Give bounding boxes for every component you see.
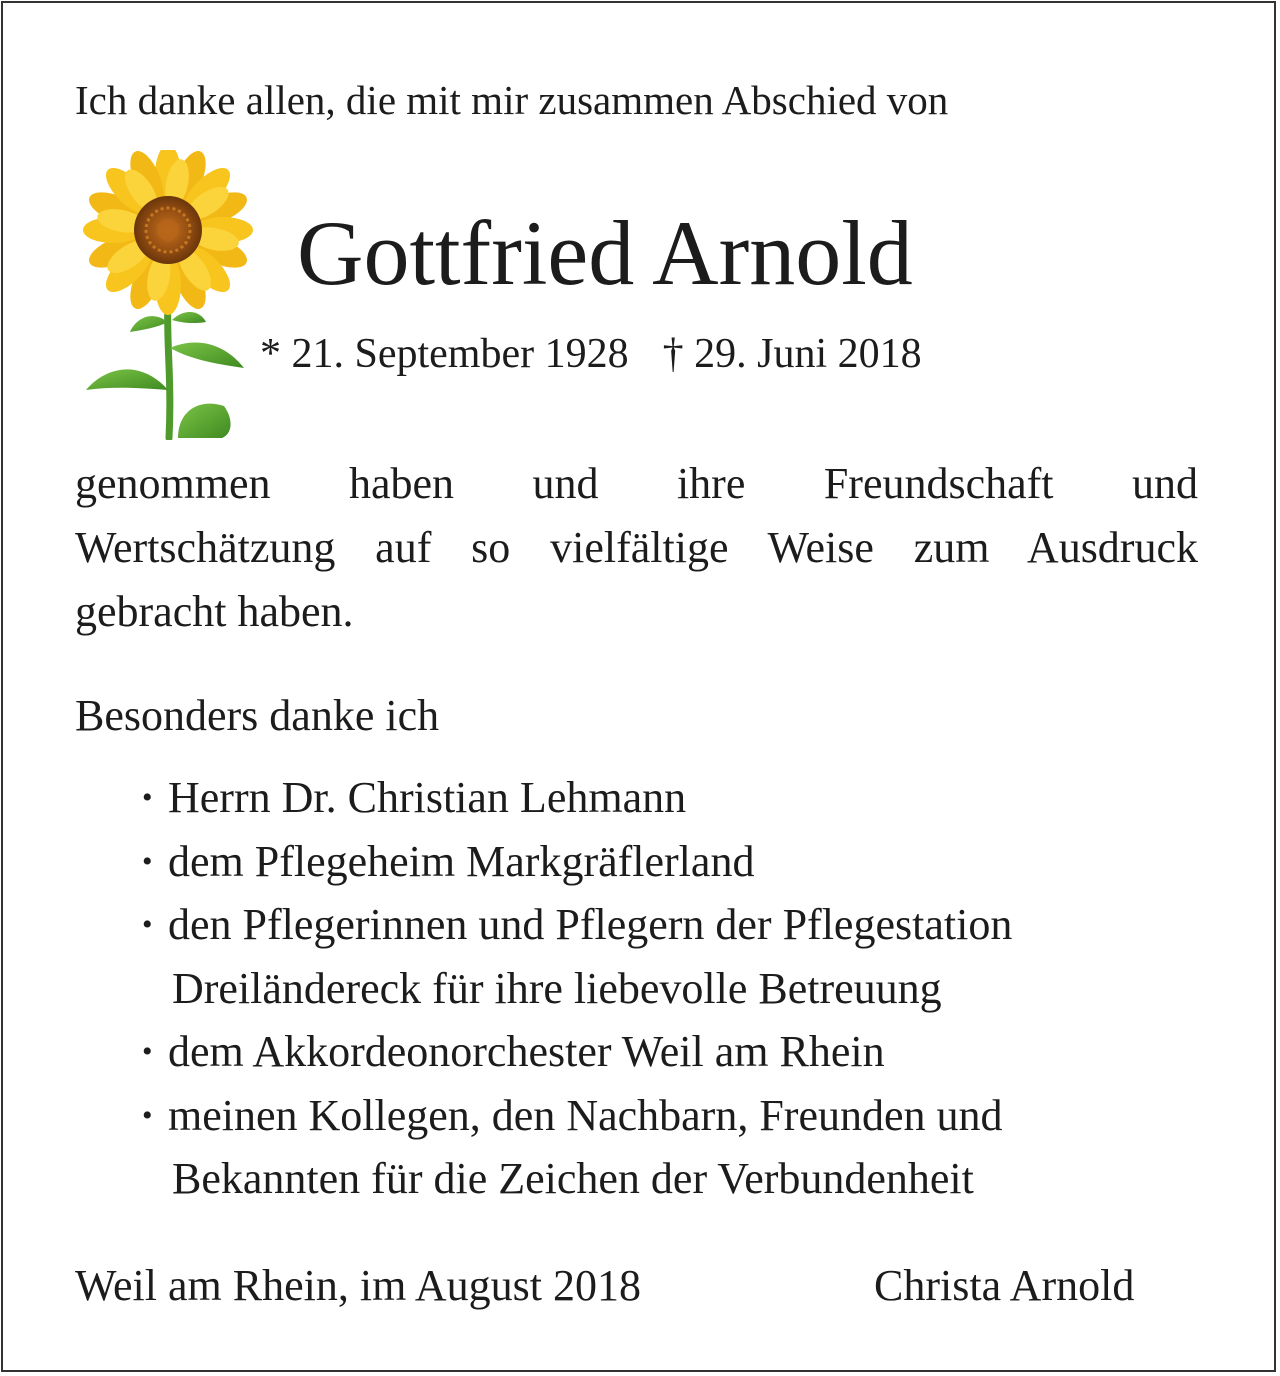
bullet-icon: • bbox=[142, 1035, 153, 1068]
list-item bbox=[142, 1020, 1252, 1084]
paragraph-line: Wertschätzung auf so vielfältige Weise zum Ausdruck bbox=[75, 523, 1198, 572]
intro-text: Ich danke allen, die mit mir zusammen Abschied von bbox=[75, 77, 949, 123]
thanks-heading: Besonders danke ich bbox=[75, 691, 440, 740]
bullet-icon: • bbox=[142, 1098, 153, 1132]
thanks-paragraph bbox=[75, 452, 1198, 644]
bullet-icon: • bbox=[142, 781, 153, 814]
deceased-name: Gottfried Arnold bbox=[297, 202, 913, 304]
list-item-text-continued: Bekannten für die Zeichen der Verbundenheit bbox=[172, 1154, 974, 1203]
list-item-text: dem Pflegeheim Markgräflerland bbox=[168, 836, 755, 886]
paragraph-line: genommen haben und ihre Freundschaft und bbox=[75, 459, 1198, 508]
thanks-list bbox=[142, 766, 1252, 1211]
signer-name: Christa Arnold bbox=[874, 1261, 1135, 1310]
death-date: † 29. Juni 2018 bbox=[662, 331, 922, 377]
list-item-text-continued: Dreiländereck für ihre liebevolle Betreuung bbox=[172, 963, 942, 1013]
list-item bbox=[142, 766, 1252, 830]
bullet-icon: • bbox=[142, 844, 153, 878]
life-dates bbox=[260, 333, 922, 375]
bullet-icon: • bbox=[142, 908, 153, 941]
paragraph-line: gebracht haben. bbox=[75, 587, 354, 636]
sunflower-icon bbox=[82, 150, 257, 440]
list-item bbox=[142, 830, 1252, 894]
list-item-text: dem Akkordeonorchester Weil am Rhein bbox=[168, 1027, 885, 1076]
list-item-text: den Pflegerinnen und Pflegern der Pflegestation bbox=[168, 900, 1013, 949]
birth-date: * 21. September 1928 bbox=[260, 331, 629, 377]
list-item bbox=[142, 1084, 1252, 1211]
place-and-date: Weil am Rhein, im August 2018 bbox=[75, 1261, 641, 1310]
list-item bbox=[142, 893, 1252, 1020]
list-item-text: Herrn Dr. Christian Lehmann bbox=[168, 773, 687, 822]
list-item-text: meinen Kollegen, den Nachbarn, Freunden und bbox=[168, 1090, 1003, 1140]
